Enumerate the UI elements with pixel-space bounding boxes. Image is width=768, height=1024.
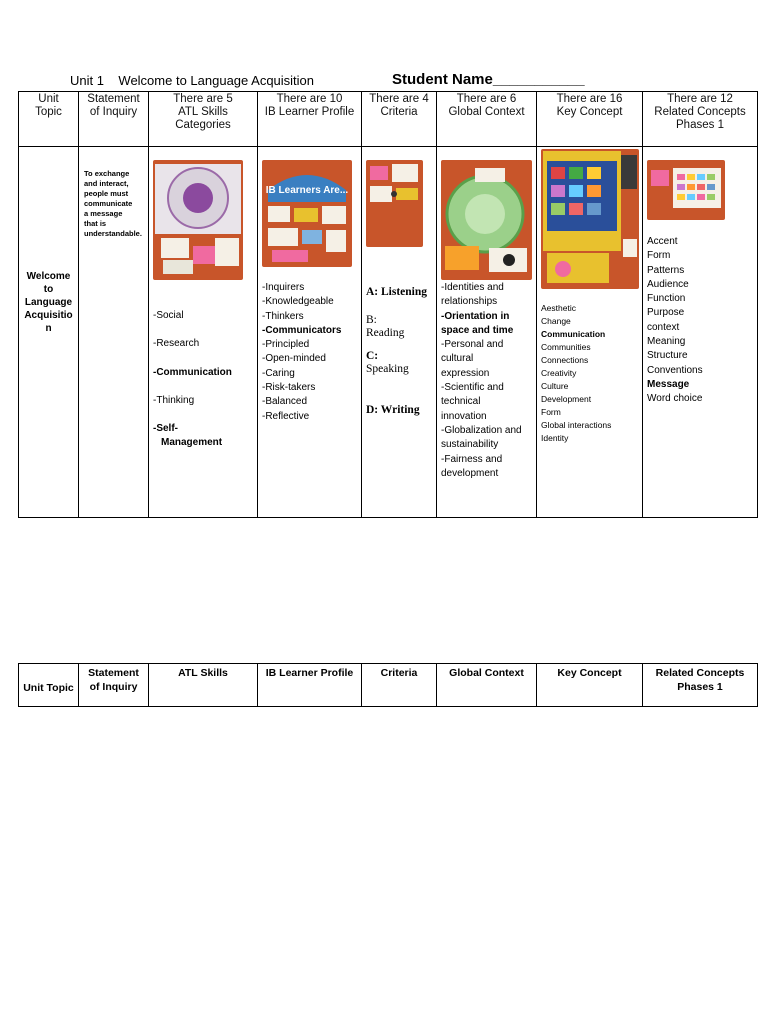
header-row (19, 92, 758, 147)
global-context-cell (437, 147, 537, 518)
blank-header-criteria: Criteria (362, 664, 437, 707)
header-criteria: There are 4 Criteria (362, 92, 437, 147)
atl-skills-photo (153, 160, 243, 280)
blank-header-global-context: Global Context (437, 664, 537, 707)
header-learner-profile: There are 10 IB Learner Profile (258, 92, 362, 147)
header-related-concepts: There are 12 Related Concepts Phases 1 (643, 92, 758, 147)
criteria-cell (362, 147, 437, 518)
blank-unit-table (18, 663, 758, 707)
related-concepts-photo (647, 160, 725, 220)
related-concepts-list: Accent Form Patterns Audience Function Purpose context Meaning Structure Conventions Message Word choice (647, 236, 703, 405)
unit-overview-table (18, 91, 758, 518)
unit-topic-cell: Welcome to Language Acquisitio n (19, 147, 79, 518)
related-concepts-cell (643, 147, 758, 518)
blank-header-related-concepts: Related Concepts Phases 1 (643, 664, 758, 707)
learner-profile-list: -Inquirers -Knowledgeable -Thinkers -Communicators -Principled -Open-minded -Caring -Risk-takers -Balanced -Reflective (262, 282, 342, 422)
header-atl-skills: There are 5 ATL Skills Categories (149, 92, 258, 147)
header-unit-topic: Unit Topic (19, 92, 79, 147)
key-concept-list: Aesthetic Change Communication Communities Connections Creativity Culture Development Form Global interactions Identity (541, 303, 612, 443)
criterion-a: A: Listening (366, 286, 428, 298)
atl-skills-cell (149, 147, 258, 518)
header-global-context: There are 6 Global Context (437, 92, 537, 147)
key-concept-cell (537, 147, 643, 518)
student-name-field[interactable]: Student Name___________ (392, 71, 585, 88)
blank-header-atl-skills: ATL Skills (149, 664, 258, 707)
blank-header-row (19, 664, 758, 707)
statement-of-inquiry: To exchange and interact, people must communicate a message that is understandable. (84, 169, 142, 238)
unit-title: Unit 1 Welcome to Language Acquisition (70, 73, 315, 88)
learner-profile-photo (262, 160, 352, 267)
blank-header-learner-profile: IB Learner Profile (258, 664, 362, 707)
global-context-photo (441, 160, 532, 280)
atl-skills-list: -Social -Research -Communication -Thinking -Self- Management (153, 310, 232, 449)
criterion-d: D: Writing (366, 404, 420, 416)
global-context-list: -Identities and relationships -Orientation in space and time -Personal and cultural expression -Scientific and technical innovation -Globalization and sustainability -Fairness and development (441, 282, 522, 479)
blank-header-unit-topic: Unit Topic (19, 664, 79, 707)
blank-header-key-concept: Key Concept (537, 664, 643, 707)
key-concept-photo (541, 149, 639, 289)
learner-banner-text: IB Learners Are... (265, 185, 349, 196)
criteria-photo (366, 160, 423, 247)
header-statement: Statement of Inquiry (79, 92, 149, 147)
blank-header-statement: Statement of Inquiry (79, 664, 149, 707)
criterion-c: C: Speaking (366, 350, 409, 375)
criterion-b: B: Reading (366, 314, 405, 339)
learner-profile-cell (258, 147, 362, 518)
header-key-concept: There are 16 Key Concept (537, 92, 643, 147)
page-header (0, 72, 768, 92)
content-row (19, 147, 758, 518)
statement-cell (79, 147, 149, 518)
